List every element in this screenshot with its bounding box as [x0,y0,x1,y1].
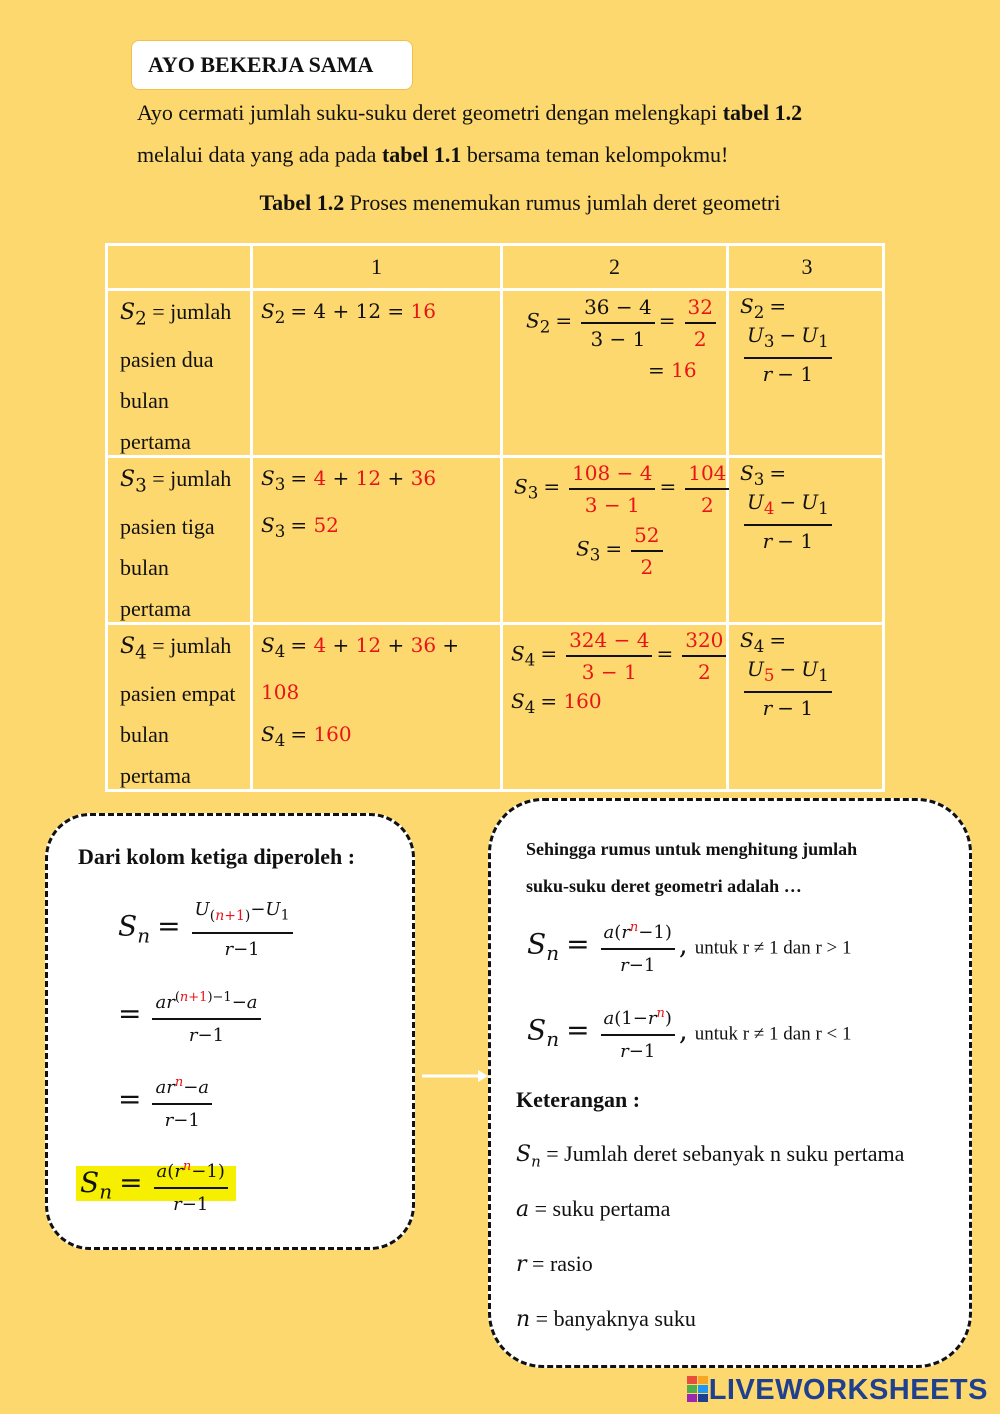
formula-table [105,243,885,792]
table-caption: Tabel 1.2 Proses menemukan rumus jumlah deret geometri [259,190,781,215]
intro-text: Ayo cermati jumlah suku-suku deret geometri dengan melengkapi tabel 1.2 melalui data yang ada pada tabel 1.1 bersama teman kelompokmu! [137,100,803,167]
derivation-title: Dari kolom ketiga diperoleh : [78,844,356,869]
derivation-step-2: = $\frac{ar^{(n+1)-1}-a}{r-1}$ [118,984,265,1049]
cell-s4-general: $S_4$ = $\frac{U_5 - U_1}{r - 1}$ [740,628,882,722]
column-header-3: 3 [801,254,813,279]
cell-s3-sum: $S_3 = 4 + 12 + 36$ $S_3 = 52$ [261,466,437,541]
legend-item-n: n = banyaknya suku [516,1306,696,1332]
legend-item-sn: $S_n$ = Jumlah deret sebanyak n suku pertama [516,1141,905,1171]
cell-s3-general: $S_3$ = $\frac{U_4 - U_1}{r - 1}$ [740,461,882,555]
formula-r-greater-1: $S_n$ = $\frac{a(r^n-1)}{r-1}$ , untuk r ≠ 1 dan r > 1 [527,915,852,979]
cell-s4-sum: $S_4 = 4 + 12 + 36$ + 108 $S_4 = 160$ [261,633,460,750]
arrow-right-icon [422,1065,488,1087]
derivation-result: $S_n$ = $\frac{a(r^n-1)}{r-1}$ [76,1154,236,1218]
summary-title: Sehingga rumus untuk menghitung jumlah suku-suku deret geometri adalah … [526,839,858,896]
formula-r-less-1: $S_n$ = $\frac{a(1-r^n)}{r-1}$ , untuk r ≠ 1 dan r < 1 [527,1001,852,1065]
derivation-box [45,813,415,1250]
cell-s4-fraction: $S_4$ = $\frac{324 - 4}{3 - 1}$ = $\frac{320}{2}$ $S_4 = 160$ [511,627,730,717]
cell-s2-general: $S_2$ = $\frac{U_3 - U_1}{r - 1}$ [740,294,882,388]
liveworksheets-icon [687,1376,709,1402]
row-label-s4: $S_4$ = jumlah pasien empat bulan pertama [120,633,236,789]
derivation-step-1: $S_n$ = $\frac{U_{(n+1)}-U_1}{r-1}$ [118,896,297,963]
legend-item-a: a = suku pertama [516,1196,671,1222]
legend-item-r: r = rasio [516,1251,593,1277]
cell-s2-fraction: $S_2$ = $\frac{36 - 4}{3 - 1}$ = $\frac{32}{2}$ = 16 [526,294,720,383]
cell-s3-fraction: $S_3$ = $\frac{108 - 4}{3 - 1}$ = $\frac{104}{2}$ $S_3$ = $\frac{52}{2}$ [514,460,733,580]
row-label-s2: $S_2$ = jumlah pasien dua bulan pertama [120,299,232,455]
formula-summary-box [488,798,972,1368]
column-header-2: 2 [609,254,620,279]
keterangan-title: Keterangan : [516,1087,641,1112]
derivation-step-3: = $\frac{ar^n-a}{r-1}$ [118,1070,216,1134]
cell-s2-sum: $S_2 = 4 + 12 = 16$ [261,299,436,327]
column-header-1: 1 [371,254,382,279]
section-title: AYO BEKERJA SAMA [131,40,413,90]
liveworksheets-logo: LIVEWORKSHEETS [687,1374,988,1407]
row-label-s3: $S_3$ = jumlah pasien tiga bulan pertama [120,466,232,622]
